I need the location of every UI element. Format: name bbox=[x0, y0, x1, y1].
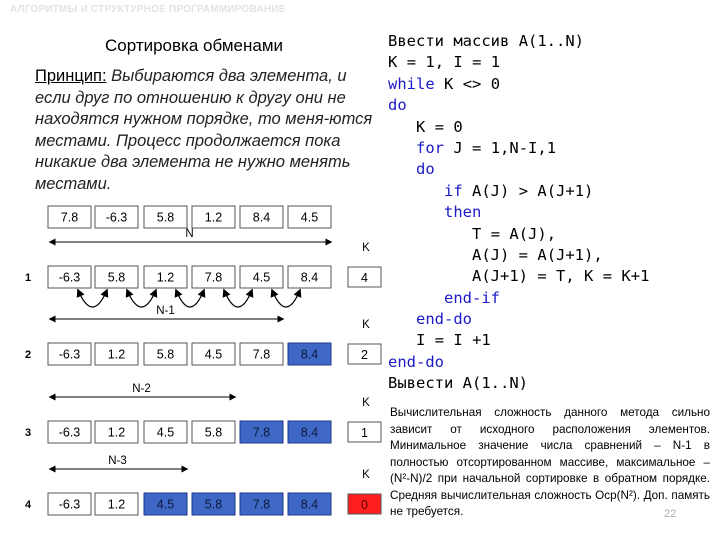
code-line bbox=[388, 95, 718, 116]
k-value: 1 bbox=[361, 426, 368, 440]
code-line bbox=[388, 288, 718, 309]
code-line: I = I +1 bbox=[416, 331, 491, 350]
page-number: 22 bbox=[664, 508, 677, 520]
course-header: АЛГОРИТМЫ И СТРУКТУРНОЕ ПРОГРАММИРОВАНИЕ bbox=[10, 4, 286, 15]
array-cell-value: 8.4 bbox=[300, 425, 319, 440]
code-line: Ввести массив A(1..N) bbox=[388, 32, 585, 50]
code-line bbox=[388, 352, 718, 373]
code-line: Вывести A(1..N) bbox=[388, 374, 528, 393]
swap-arc bbox=[78, 290, 107, 307]
code-line bbox=[388, 202, 718, 223]
array-cell-value: 5.8 bbox=[107, 270, 126, 285]
array-cell-value: -6.3 bbox=[58, 270, 81, 285]
swap-arc bbox=[127, 290, 156, 307]
code-keyword: end-if bbox=[444, 288, 500, 307]
code-line bbox=[388, 159, 718, 180]
array-cell-value: -6.3 bbox=[58, 347, 81, 362]
array-cell-value: 1.2 bbox=[204, 210, 223, 225]
array-cell-value: 5.8 bbox=[204, 425, 223, 440]
array-cell-value: 5.8 bbox=[156, 347, 175, 362]
code-line: while K <> 0 bbox=[388, 74, 501, 93]
code-line bbox=[388, 309, 718, 330]
pass-number: 4 bbox=[24, 499, 32, 511]
k-label: K bbox=[362, 469, 370, 481]
array-cell-value: 4.5 bbox=[156, 425, 175, 440]
range-label: N-1 bbox=[156, 305, 175, 317]
range-label: N-2 bbox=[132, 383, 151, 395]
array-cell-value: 4.5 bbox=[204, 347, 223, 362]
principle-body: Выбираются два элемента, и если друг по отношению к другу они не находятся нужном порядке, то меня-ются местами. Процесс продолжается пока никакие два элемента не нужно менять местами. bbox=[35, 67, 373, 193]
k-label: K bbox=[362, 319, 370, 331]
array-cell-value: 1.2 bbox=[107, 425, 126, 440]
k-label: K bbox=[362, 397, 370, 409]
code-line: T = A(J), bbox=[472, 224, 557, 243]
k-value: 4 bbox=[361, 271, 368, 285]
array-cell-value: 4.5 bbox=[300, 210, 319, 225]
code-keyword: end-do bbox=[416, 310, 472, 329]
array-cell-value: 7.8 bbox=[252, 347, 271, 362]
code-keyword: while bbox=[388, 74, 435, 93]
code-line: A(J) = A(J+1), bbox=[472, 245, 603, 264]
array-cell-value: -6.3 bbox=[105, 210, 128, 225]
code-line: if A(J) > A(J+1) bbox=[444, 181, 594, 200]
array-cell-value: 1.2 bbox=[107, 497, 126, 512]
array-cell-value: 4.5 bbox=[156, 497, 175, 512]
range-label: N-3 bbox=[108, 455, 127, 467]
code-keyword: if bbox=[444, 181, 463, 200]
swap-arc bbox=[224, 290, 252, 307]
k-value: 2 bbox=[361, 348, 368, 362]
array-cell-value: 7.8 bbox=[60, 210, 79, 225]
code-keyword: for bbox=[416, 138, 444, 157]
code-line: for J = 1,N-I,1 bbox=[416, 138, 557, 157]
pass-number: 3 bbox=[24, 427, 32, 439]
array-cell-value: 4.5 bbox=[252, 270, 271, 285]
array-cell-value: 8.4 bbox=[300, 270, 319, 285]
k-value: 0 bbox=[361, 498, 368, 512]
swap-arc bbox=[272, 290, 300, 307]
slide-title: Сортировка обменами bbox=[105, 36, 284, 55]
code-keyword: end-do bbox=[388, 352, 444, 371]
array-cell-value: 1.2 bbox=[156, 270, 175, 285]
code-line: K = 1, I = 1 bbox=[388, 53, 501, 72]
pseudocode-block bbox=[388, 31, 718, 395]
principle-label: Принцип: bbox=[35, 67, 107, 85]
pass-number: 2 bbox=[24, 349, 32, 361]
array-cell-value: 7.8 bbox=[252, 497, 271, 512]
array-cell-value: 7.8 bbox=[252, 425, 271, 440]
pass-number: 1 bbox=[24, 272, 32, 284]
array-cell-value: 5.8 bbox=[204, 497, 223, 512]
swap-arc bbox=[176, 290, 204, 307]
array-cell-value: 5.8 bbox=[156, 210, 175, 225]
array-cell-value: 1.2 bbox=[107, 347, 126, 362]
array-cell-value: -6.3 bbox=[58, 497, 81, 512]
array-cell-value: -6.3 bbox=[58, 425, 81, 440]
array-cell-value: 8.4 bbox=[300, 347, 319, 362]
range-label: N bbox=[185, 228, 194, 240]
k-label: K bbox=[362, 242, 370, 254]
code-keyword: do bbox=[416, 160, 435, 179]
code-line: K = 0 bbox=[416, 117, 463, 136]
complexity-note: Вычислительная сложность данного метода сильно зависит от исходного расположения элементов. Минимальное значение числа сравнений – N-1 в полностью отсортированном массиве, максимальное – (N²-N)/2 при начальной сортировке в обратном порядке. Средняя вычислительная сложность Oср(N²). Доп. память не требуется. bbox=[390, 406, 710, 518]
array-cell-value: 7.8 bbox=[204, 270, 223, 285]
code-keyword: then bbox=[444, 203, 482, 222]
array-cell-value: 8.4 bbox=[252, 210, 271, 225]
array-cell-value: 8.4 bbox=[300, 497, 319, 512]
code-keyword: do bbox=[388, 96, 407, 115]
code-line: A(J+1) = T, K = K+1 bbox=[472, 267, 650, 286]
